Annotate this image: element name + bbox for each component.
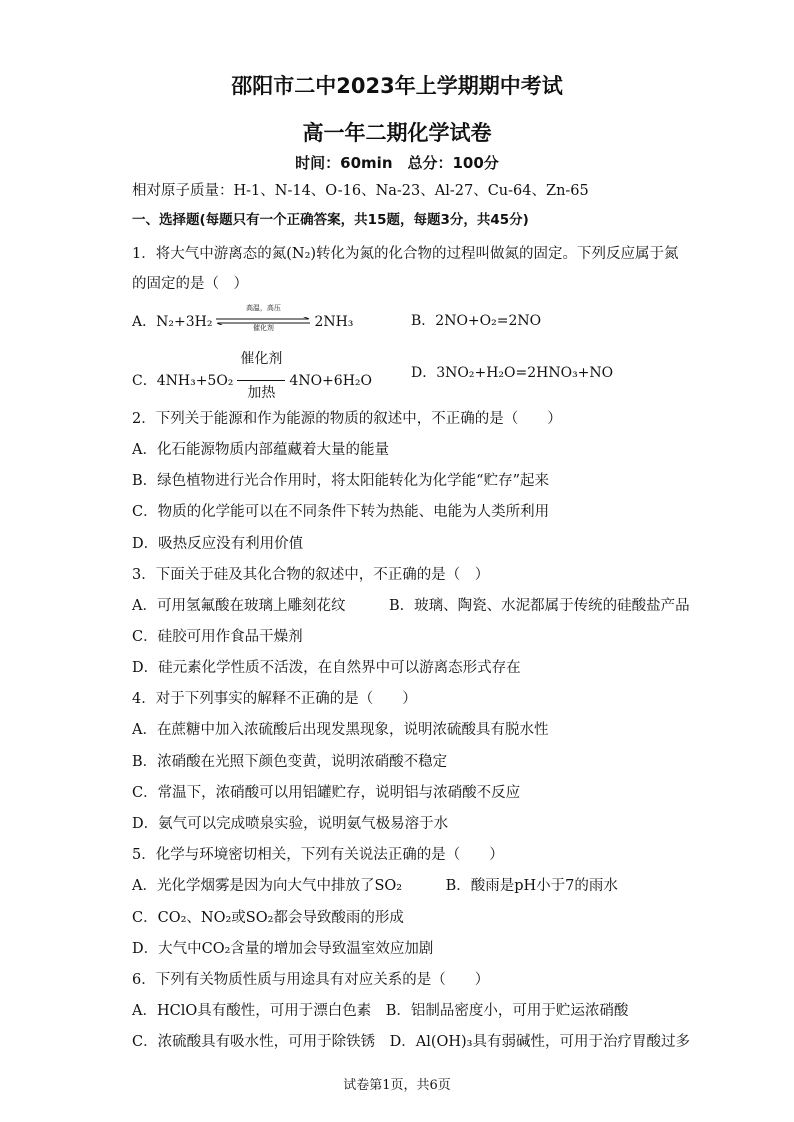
q6-options-ab: A．HClO具有酸性，可用于漂白色素 B．铝制品密度小，可用于贮运浓硝酸 (132, 1003, 629, 1019)
q4-option-a: A．在蔗糖中加入浓硫酸后出现发黑现象，说明浓硫酸具有脱水性 (132, 722, 549, 738)
q3-option-c: C．硅胶可用作食品干燥剂 (132, 629, 303, 645)
q1-a-products: 2NH₃ (314, 314, 354, 330)
q1-a-condition-bottom: 催化剂 (252, 324, 274, 332)
q1-option-a (132, 304, 354, 332)
q4-option-d: D．氨气可以完成喷泉实验，说明氨气极易溶于水 (132, 816, 449, 832)
q2-stem: 2．下列关于能源和作为能源的物质的叙述中，不正确的是（ ） (132, 411, 562, 427)
q3-option-d: D．硅元素化学性质不活泼，在自然界中可以游离态形式存在 (132, 660, 521, 676)
q3-options-ab: A．可用氢氟酸在玻璃上雕刻花纹 B．玻璃、陶瓷、水泥都属于传统的硅酸盐产品 (132, 598, 690, 614)
exam-time-score: 时间：60min 总分：100分 (295, 154, 499, 172)
q2-option-a: A．化石能源物质内部蕴藏着大量的能量 (132, 442, 389, 458)
reversible-arrow (214, 304, 312, 332)
q5-option-c: C．CO₂、NO₂或SO₂都会导致酸雨的形成 (132, 910, 404, 926)
q1-a-condition-top: 高温，高压 (245, 304, 281, 312)
q1-c-condition-bottom: 加热 (247, 385, 276, 401)
q1-a-reactants: A．N₂+3H₂ (132, 314, 213, 330)
q6-stem: 6．下列有关物质性质与用途具有对应关系的是（ ） (132, 972, 490, 988)
reaction-condition (237, 351, 285, 401)
condition-line (237, 380, 285, 381)
q4-stem: 4．对于下列事实的解释不正确的是（ ） (132, 691, 417, 707)
q2-option-b: B．绿色植物进行光合作用时，将太阳能转化为化学能“贮存”起来 (132, 473, 549, 489)
q1-option-c (132, 351, 372, 401)
q5-options-ab: A．光化学烟雾是因为向大气中排放了SO₂ B．酸雨是pH小于7的雨水 (132, 878, 618, 894)
q1-c-products: 4NO+6H₂O (289, 373, 372, 389)
q2-option-d: D．吸热反应没有利用价值 (132, 536, 304, 552)
q1-stem-line1: 1．将大气中游离态的氮(N₂)转化为氮的化合物的过程叫做氮的固定。下列反应属于氮 (132, 246, 679, 262)
exam-title: 邵阳市二中2023年上学期期中考试 (231, 74, 563, 98)
q4-option-c: C．常温下，浓硝酸可以用铝罐贮存，说明铝与浓硝酸不反应 (132, 785, 521, 801)
section-heading: 一、选择题(每题只有一个正确答案，共15题，每题3分，共45分) (132, 212, 529, 228)
q6-options-cd: C．浓硫酸具有吸水性，可用于除铁锈 D．Al(OH)₃具有弱碱性，可用于治疗胃酸过多 (132, 1034, 690, 1050)
q1-option-d: D．3NO₂+H₂O=2HNO₃+NO (411, 365, 614, 381)
q1-c-condition-top: 催化剂 (240, 351, 283, 367)
q1-c-reactants: C．4NH₃+5O₂ (132, 373, 234, 389)
page-footer: 试卷第1页，共6页 (343, 1078, 451, 1093)
exam-subtitle: 高一年二期化学试卷 (302, 121, 492, 145)
atomic-mass-line: 相对原子质量：H-1、N-14、O-16、Na-23、Al-27、Cu-64、Zn-65 (132, 183, 589, 199)
q1-stem-line2: 的固定的是（ ） (132, 276, 248, 292)
q1-option-b: B．2NO+O₂=2NO (411, 313, 542, 329)
q5-option-d: D．大气中CO₂含量的增加会导致温室效应加剧 (132, 941, 434, 957)
q2-option-c: C．物质的化学能可以在不同条件下转为热能、电能为人类所利用 (132, 504, 550, 520)
q4-option-b: B．浓硝酸在光照下颜色变黄，说明浓硝酸不稳定 (132, 754, 448, 770)
q3-stem: 3．下面关于硅及其化合物的叙述中，不正确的是（ ） (132, 567, 490, 583)
q5-stem: 5．化学与环境密切相关，下列有关说法正确的是（ ） (132, 847, 504, 863)
